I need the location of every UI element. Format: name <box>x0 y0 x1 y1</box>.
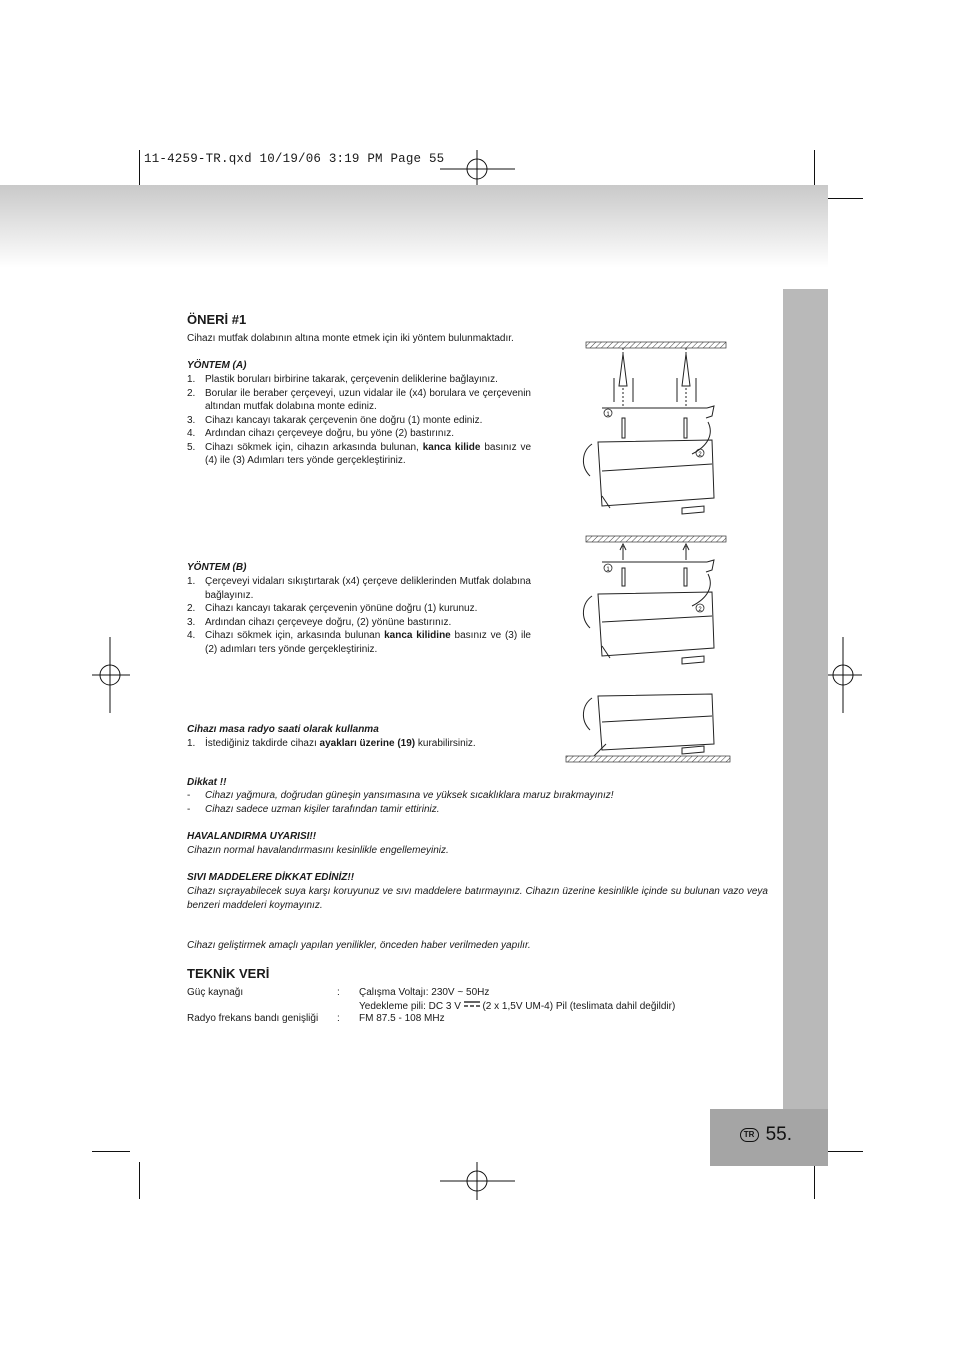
illustration-method-b <box>562 532 732 662</box>
list-item: 4. Ardından cihazı çerçeveye doğru, bu yöne (2) bastırınız. <box>187 428 455 439</box>
power-backup: Yedekleme pili: DC 3 V (2 x 1,5V UM-4) Pil (teslimata dahil değildir) <box>359 1001 676 1012</box>
list-item: 2. Borular ile beraber çerçeveyi, uzun vidalar ile (x4) borulara ve çerçevenin altından mutfak dolabına monte ediniz. <box>187 387 531 412</box>
liquid-text: Cihazı sıçrayabilecek suya karşı koruyunuz ve sıvı maddelere batırmayınız. Cihazın üzerine kesinlikle içinde su bulunan vazo veya benzeri maddeleri koymayınız. <box>187 886 768 911</box>
power-main: Çalışma Voltajı: 230V ~ 50Hz <box>359 987 490 998</box>
page-number <box>740 1124 792 1146</box>
list-item: - Cihazı yağmura, doğrudan güneşin yansımasına ve yüksek sıcaklıklara maruz bırakmayınız! <box>187 790 614 801</box>
section-title: ÖNERİ #1 <box>187 312 247 327</box>
vent-text: Cihazın normal havalandırmasını kesinlikle engellemeyiniz. <box>187 845 449 856</box>
radio-colon: : <box>337 1013 340 1024</box>
illustration-table-use <box>562 688 732 768</box>
figure-step-2: 2 <box>698 607 702 613</box>
method-a-steps <box>187 373 531 468</box>
list-item: 1. İstediğiniz takdirde cihazı ayakları üzerine (19) kurabilirsiniz. <box>187 738 476 749</box>
vent-title: HAVALANDIRMA UYARISI!! <box>187 831 317 842</box>
power-colon: : <box>337 987 340 998</box>
illustration-method-a <box>562 336 732 516</box>
notice-text: Cihazı geliştirmek amaçlı yapılan yenilikler, önceden haber verilmeden yapılır. <box>187 940 531 951</box>
table-use-steps <box>187 737 531 751</box>
liquid-title: SIVI MADDELERE DİKKAT EDİNİZ!! <box>187 872 355 883</box>
table-use-title: Cihazı masa radyo saati olarak kullanma <box>187 724 379 735</box>
caution-title: Dikkat !! <box>187 777 227 788</box>
method-a-title: YÖNTEM (A) <box>187 360 247 371</box>
caution-list <box>187 789 767 817</box>
list-item: 3. Ardından cihazı çerçeveye doğru, (2) yönüne bastırınız. <box>187 616 452 628</box>
list-item: 4. Cihazı sökmek için, arkasında bulunan kanca kilidine basınız ve (3) ile (2) adımları ters yönde gerçekleştiriniz. <box>187 630 531 655</box>
header-banner <box>0 185 828 268</box>
figure-step-2: 2 <box>698 452 702 458</box>
page-number-value: 55. <box>765 1124 792 1145</box>
list-item: 1. Plastik boruları birbirine takarak, çerçevenin deliklerine bağlayınız. <box>187 374 498 385</box>
list-item: 3. Cihazı kancayı takarak çerçevenin öne doğru (1) monte ediniz. <box>187 414 483 426</box>
list-item: 5. Cihazı sökmek için, cihazın arkasında bulunan, kanca kilide basınız ve (4) ile (3) Adımları ters yönde gerçekleştiriniz. <box>187 441 531 466</box>
method-b-title: YÖNTEM (B) <box>187 562 247 573</box>
list-item: 1. Çerçeveyi vidaları sıkıştırtarak (x4) çerçeve deliklerinden Mutfak dolabına bağlayınız. <box>187 576 531 601</box>
page-number-box <box>710 1109 828 1166</box>
figure-step-1: 1 <box>606 567 610 573</box>
radio-label: Radyo frekans bandı genişliği <box>187 1013 319 1024</box>
side-tab <box>783 289 828 1109</box>
dc-symbol-icon <box>464 1000 480 1008</box>
intro-text: Cihazı mutfak dolabının altına monte etmek için iki yöntem bulunmaktadır. <box>187 333 514 344</box>
list-item: - Cihazı sadece uzman kişiler tarafından tamir ettiriniz. <box>187 804 440 815</box>
power-label: Güç kaynağı <box>187 987 244 998</box>
list-item: 2. Cihazı kancayı takarak çerçevenin yönüne doğru (1) kurunuz. <box>187 603 478 614</box>
figure-step-1: 1 <box>606 412 610 418</box>
print-slug: 11-4259-TR.qxd 10/19/06 3:19 PM Page 55 <box>144 152 445 166</box>
language-badge: TR <box>740 1128 759 1142</box>
method-b-steps <box>187 575 531 656</box>
radio-value: FM 87.5 - 108 MHz <box>359 1013 445 1024</box>
tech-title: TEKNİK VERİ <box>187 966 270 981</box>
